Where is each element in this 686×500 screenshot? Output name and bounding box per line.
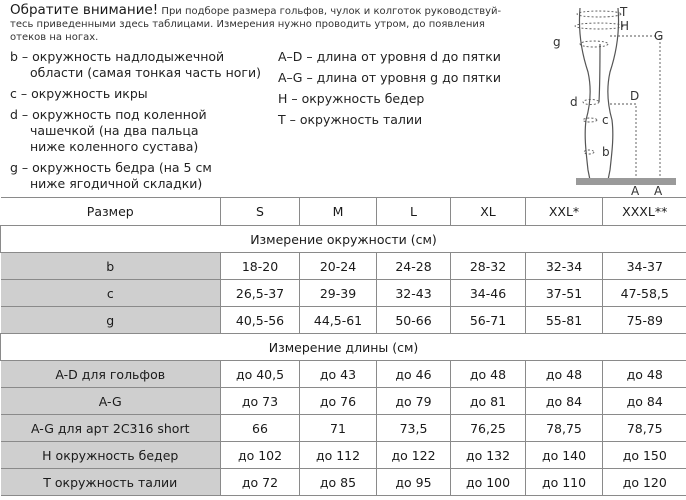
legend-lengths: [278, 49, 533, 133]
table-cell: 55-81: [526, 307, 603, 334]
row-label: A-D для гольфов: [1, 361, 221, 388]
table-row: [1, 415, 686, 442]
diagram-label-t: T: [620, 5, 628, 19]
table-cell: до 48: [603, 361, 686, 388]
legend-d-line1: d – окружность под коленной: [10, 107, 207, 122]
table-cell: 56-71: [451, 307, 526, 334]
section-length: Измерение длины (см): [1, 334, 686, 361]
table-cell: до 140: [526, 442, 603, 469]
legend-b-line2: области (самая тонкая часть ноги): [30, 65, 261, 80]
table-cell: 47-58,5: [603, 280, 686, 307]
legend-item-c: [10, 86, 275, 102]
intro-text: При подборе размера гольфов, чулок и колготок руководствуй-тесь приведенными здесь таблицами. Измерения нужно проводить утром, до появления отеков на ногах.: [10, 6, 502, 43]
table-cell: до 43: [300, 361, 377, 388]
table-cell: 76,25: [451, 415, 526, 442]
section-circumference-row: [1, 226, 686, 253]
diagram-label-D: D: [630, 89, 640, 103]
table-cell: 71: [300, 415, 377, 442]
header-l: L: [377, 198, 451, 226]
legend-d-line3: ниже коленного сустава): [30, 139, 199, 154]
table-cell: 26,5-37: [221, 280, 300, 307]
table-cell: 29-39: [300, 280, 377, 307]
table-cell: 73,5: [377, 415, 451, 442]
row-label: Н окружность бедер: [1, 442, 221, 469]
header-size: Размер: [1, 198, 221, 226]
table-cell: до 112: [300, 442, 377, 469]
table-row: [1, 361, 686, 388]
table-cell: до 48: [451, 361, 526, 388]
row-label: c: [1, 280, 221, 307]
table-cell: до 46: [377, 361, 451, 388]
intro-title: Обратите внимание!: [10, 2, 159, 18]
table-cell: 18-20: [221, 253, 300, 280]
table-cell: 78,75: [526, 415, 603, 442]
diagram-label-c: c: [602, 113, 609, 127]
table-cell: 20-24: [300, 253, 377, 280]
header-xl: XL: [451, 198, 526, 226]
circumference-rows: [1, 253, 686, 334]
table-cell: 40,5-56: [221, 307, 300, 334]
header-xxxl: XXXL**: [603, 198, 686, 226]
row-label: Т окружность талии: [1, 469, 221, 496]
table-cell: до 48: [526, 361, 603, 388]
table-cell: до 85: [300, 469, 377, 496]
diagram-label-g: g: [553, 35, 561, 49]
table-row: [1, 253, 686, 280]
legend-item-g: [10, 160, 275, 192]
leg-measurement-diagram: [536, 2, 684, 196]
diagram-label-b: b: [602, 145, 610, 159]
table-cell: 28-32: [451, 253, 526, 280]
diagram-label-a1: A: [631, 184, 640, 196]
table-cell: до 81: [451, 388, 526, 415]
table-cell: 34-37: [603, 253, 686, 280]
table-cell: 24-28: [377, 253, 451, 280]
row-label: A-G для арт 2С316 short: [1, 415, 221, 442]
table-cell: до 72: [221, 469, 300, 496]
table-cell: 37-51: [526, 280, 603, 307]
legend-item-h: H – окружность бедер: [278, 91, 425, 106]
row-label: A-G: [1, 388, 221, 415]
row-label: b: [1, 253, 221, 280]
table-row: [1, 388, 686, 415]
table-cell: 32-43: [377, 280, 451, 307]
diagram-label-h: H: [620, 19, 630, 33]
legend-item-b: [10, 49, 275, 81]
diagram-label-d: d: [570, 95, 578, 109]
table-cell: до 40,5: [221, 361, 300, 388]
header-xxl: XXL*: [526, 198, 603, 226]
legend-circumferences: [10, 49, 275, 197]
size-table: [0, 197, 686, 496]
table-cell: 78,75: [603, 415, 686, 442]
table-header-row: [1, 198, 686, 226]
table-row: [1, 307, 686, 334]
table-cell: до 150: [603, 442, 686, 469]
table-cell: до 132: [451, 442, 526, 469]
table-cell: до 73: [221, 388, 300, 415]
row-label: g: [1, 307, 221, 334]
table-row: [1, 280, 686, 307]
table-cell: до 84: [526, 388, 603, 415]
table-cell: 75-89: [603, 307, 686, 334]
table-cell: до 120: [603, 469, 686, 496]
diagram-label-a2: A: [654, 184, 663, 196]
legend-g-line2: ниже ягодичной складки): [30, 176, 203, 191]
legend-g-line1: g – окружность бедра (на 5 см: [10, 160, 212, 175]
legend-item-ad: A–D – длина от уровня d до пятки: [278, 49, 501, 64]
table-cell: до 100: [451, 469, 526, 496]
section-circumference: Измерение окружности (см): [1, 226, 686, 253]
intro-note: [10, 4, 520, 44]
legend-c-line1: c – окружность икры: [10, 86, 148, 101]
table-cell: до 76: [300, 388, 377, 415]
legend-d-line2: чашечкой (на два пальца: [30, 123, 199, 138]
header-s: S: [221, 198, 300, 226]
legend-item-d: [10, 107, 275, 155]
legend-b-line1: b – окружность надлодыжечной: [10, 49, 225, 64]
table-row: [1, 469, 686, 496]
table-cell: до 84: [603, 388, 686, 415]
table-cell: до 102: [221, 442, 300, 469]
table-cell: 32-34: [526, 253, 603, 280]
table-row: [1, 442, 686, 469]
legend-item-t: T – окружность талии: [278, 112, 423, 127]
table-cell: 34-46: [451, 280, 526, 307]
section-length-row: [1, 334, 686, 361]
legend-item-ag: A–G – длина от уровня g до пятки: [278, 70, 501, 85]
table-cell: до 110: [526, 469, 603, 496]
table-cell: до 122: [377, 442, 451, 469]
table-cell: 44,5-61: [300, 307, 377, 334]
diagram-label-G: G: [654, 29, 664, 43]
header-m: M: [300, 198, 377, 226]
table-cell: до 95: [377, 469, 451, 496]
table-cell: до 79: [377, 388, 451, 415]
length-rows: [1, 361, 686, 496]
table-cell: 50-66: [377, 307, 451, 334]
table-cell: 66: [221, 415, 300, 442]
